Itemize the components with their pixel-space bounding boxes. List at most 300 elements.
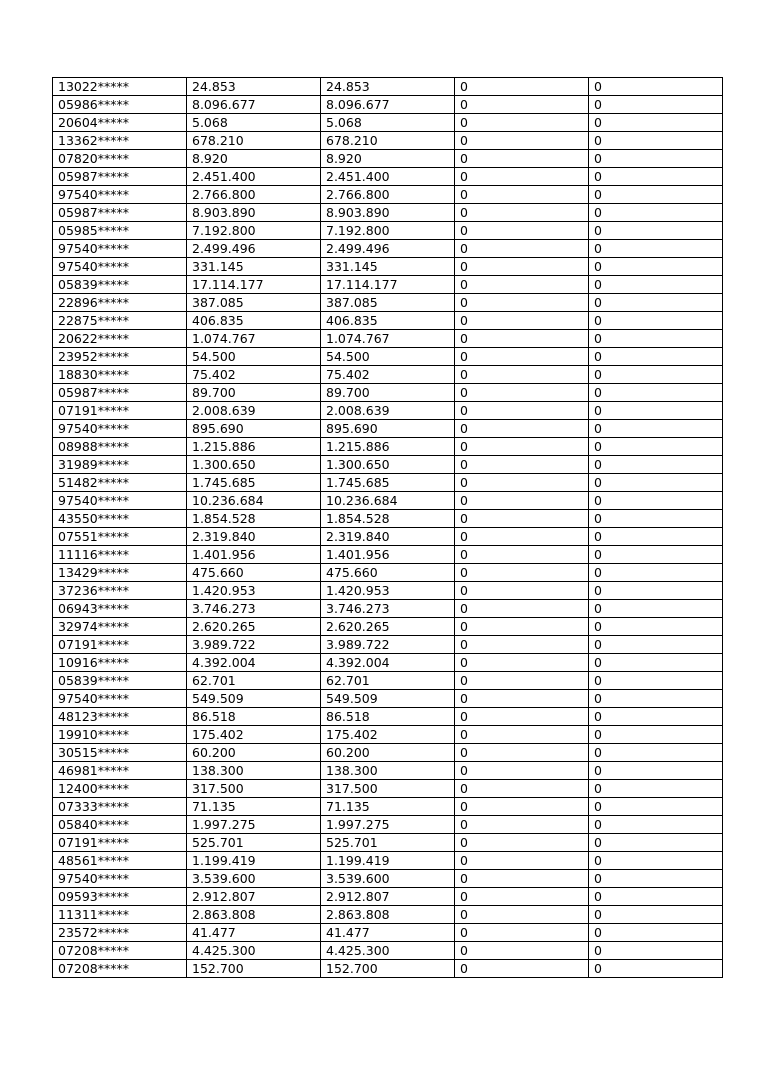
value-b-cell: 0 bbox=[589, 636, 723, 654]
table-row bbox=[53, 348, 723, 366]
table-row bbox=[53, 132, 723, 150]
id-cell: 05985***** bbox=[53, 222, 187, 240]
data-table bbox=[52, 77, 723, 978]
value-a-cell: 0 bbox=[455, 492, 589, 510]
amount-cell: 89.700 bbox=[187, 384, 321, 402]
value-a-cell: 0 bbox=[455, 78, 589, 96]
total-cell: 24.853 bbox=[321, 78, 455, 96]
id-cell: 11311***** bbox=[53, 906, 187, 924]
amount-cell: 3.746.273 bbox=[187, 600, 321, 618]
amount-cell: 4.425.300 bbox=[187, 942, 321, 960]
table-row bbox=[53, 384, 723, 402]
table-row bbox=[53, 420, 723, 438]
total-cell: 8.903.890 bbox=[321, 204, 455, 222]
table-row bbox=[53, 366, 723, 384]
value-b-cell: 0 bbox=[589, 330, 723, 348]
amount-cell: 86.518 bbox=[187, 708, 321, 726]
value-a-cell: 0 bbox=[455, 168, 589, 186]
table-row bbox=[53, 546, 723, 564]
total-cell: 549.509 bbox=[321, 690, 455, 708]
total-cell: 60.200 bbox=[321, 744, 455, 762]
value-b-cell: 0 bbox=[589, 546, 723, 564]
table-row bbox=[53, 672, 723, 690]
value-a-cell: 0 bbox=[455, 762, 589, 780]
table-row bbox=[53, 186, 723, 204]
value-a-cell: 0 bbox=[455, 924, 589, 942]
id-cell: 97540***** bbox=[53, 240, 187, 258]
table-row bbox=[53, 888, 723, 906]
value-b-cell: 0 bbox=[589, 186, 723, 204]
table-row bbox=[53, 330, 723, 348]
table-row bbox=[53, 762, 723, 780]
value-b-cell: 0 bbox=[589, 168, 723, 186]
total-cell: 331.145 bbox=[321, 258, 455, 276]
value-b-cell: 0 bbox=[589, 150, 723, 168]
id-cell: 12400***** bbox=[53, 780, 187, 798]
table-row bbox=[53, 906, 723, 924]
total-cell: 3.989.722 bbox=[321, 636, 455, 654]
id-cell: 97540***** bbox=[53, 420, 187, 438]
amount-cell: 2.620.265 bbox=[187, 618, 321, 636]
value-b-cell: 0 bbox=[589, 672, 723, 690]
id-cell: 97540***** bbox=[53, 492, 187, 510]
id-cell: 22875***** bbox=[53, 312, 187, 330]
table-row bbox=[53, 474, 723, 492]
value-a-cell: 0 bbox=[455, 114, 589, 132]
value-b-cell: 0 bbox=[589, 96, 723, 114]
amount-cell: 3.539.600 bbox=[187, 870, 321, 888]
table-row bbox=[53, 690, 723, 708]
value-b-cell: 0 bbox=[589, 582, 723, 600]
table-body bbox=[53, 78, 723, 978]
value-b-cell: 0 bbox=[589, 492, 723, 510]
table-row bbox=[53, 510, 723, 528]
table-row bbox=[53, 564, 723, 582]
table-row bbox=[53, 222, 723, 240]
value-b-cell: 0 bbox=[589, 510, 723, 528]
value-b-cell: 0 bbox=[589, 222, 723, 240]
value-a-cell: 0 bbox=[455, 150, 589, 168]
amount-cell: 2.451.400 bbox=[187, 168, 321, 186]
value-b-cell: 0 bbox=[589, 366, 723, 384]
value-b-cell: 0 bbox=[589, 654, 723, 672]
total-cell: 152.700 bbox=[321, 960, 455, 978]
total-cell: 17.114.177 bbox=[321, 276, 455, 294]
total-cell: 5.068 bbox=[321, 114, 455, 132]
id-cell: 05839***** bbox=[53, 672, 187, 690]
value-a-cell: 0 bbox=[455, 600, 589, 618]
id-cell: 05987***** bbox=[53, 384, 187, 402]
value-b-cell: 0 bbox=[589, 690, 723, 708]
amount-cell: 10.236.684 bbox=[187, 492, 321, 510]
amount-cell: 1.420.953 bbox=[187, 582, 321, 600]
value-a-cell: 0 bbox=[455, 636, 589, 654]
total-cell: 3.539.600 bbox=[321, 870, 455, 888]
total-cell: 89.700 bbox=[321, 384, 455, 402]
id-cell: 07191***** bbox=[53, 636, 187, 654]
value-b-cell: 0 bbox=[589, 870, 723, 888]
value-b-cell: 0 bbox=[589, 402, 723, 420]
amount-cell: 1.074.767 bbox=[187, 330, 321, 348]
amount-cell: 41.477 bbox=[187, 924, 321, 942]
value-a-cell: 0 bbox=[455, 654, 589, 672]
table-row bbox=[53, 816, 723, 834]
value-b-cell: 0 bbox=[589, 816, 723, 834]
amount-cell: 2.863.808 bbox=[187, 906, 321, 924]
id-cell: 08988***** bbox=[53, 438, 187, 456]
total-cell: 1.215.886 bbox=[321, 438, 455, 456]
total-cell: 1.997.275 bbox=[321, 816, 455, 834]
value-a-cell: 0 bbox=[455, 132, 589, 150]
id-cell: 07820***** bbox=[53, 150, 187, 168]
id-cell: 19910***** bbox=[53, 726, 187, 744]
total-cell: 175.402 bbox=[321, 726, 455, 744]
value-a-cell: 0 bbox=[455, 312, 589, 330]
value-a-cell: 0 bbox=[455, 618, 589, 636]
amount-cell: 7.192.800 bbox=[187, 222, 321, 240]
table-row bbox=[53, 744, 723, 762]
value-a-cell: 0 bbox=[455, 474, 589, 492]
id-cell: 48123***** bbox=[53, 708, 187, 726]
value-b-cell: 0 bbox=[589, 618, 723, 636]
value-a-cell: 0 bbox=[455, 402, 589, 420]
id-cell: 97540***** bbox=[53, 690, 187, 708]
value-a-cell: 0 bbox=[455, 816, 589, 834]
table-row bbox=[53, 492, 723, 510]
amount-cell: 8.903.890 bbox=[187, 204, 321, 222]
total-cell: 86.518 bbox=[321, 708, 455, 726]
value-a-cell: 0 bbox=[455, 258, 589, 276]
amount-cell: 317.500 bbox=[187, 780, 321, 798]
id-cell: 07333***** bbox=[53, 798, 187, 816]
total-cell: 2.912.807 bbox=[321, 888, 455, 906]
id-cell: 13362***** bbox=[53, 132, 187, 150]
total-cell: 2.451.400 bbox=[321, 168, 455, 186]
total-cell: 2.008.639 bbox=[321, 402, 455, 420]
table-row bbox=[53, 852, 723, 870]
table-row bbox=[53, 726, 723, 744]
id-cell: 23572***** bbox=[53, 924, 187, 942]
id-cell: 51482***** bbox=[53, 474, 187, 492]
value-b-cell: 0 bbox=[589, 942, 723, 960]
amount-cell: 678.210 bbox=[187, 132, 321, 150]
table-row bbox=[53, 780, 723, 798]
value-b-cell: 0 bbox=[589, 960, 723, 978]
table-row bbox=[53, 582, 723, 600]
value-a-cell: 0 bbox=[455, 510, 589, 528]
value-a-cell: 0 bbox=[455, 672, 589, 690]
amount-cell: 1.199.419 bbox=[187, 852, 321, 870]
total-cell: 1.074.767 bbox=[321, 330, 455, 348]
amount-cell: 2.008.639 bbox=[187, 402, 321, 420]
total-cell: 54.500 bbox=[321, 348, 455, 366]
value-b-cell: 0 bbox=[589, 708, 723, 726]
total-cell: 2.499.496 bbox=[321, 240, 455, 258]
amount-cell: 175.402 bbox=[187, 726, 321, 744]
value-b-cell: 0 bbox=[589, 240, 723, 258]
table-row bbox=[53, 204, 723, 222]
value-b-cell: 0 bbox=[589, 600, 723, 618]
value-b-cell: 0 bbox=[589, 420, 723, 438]
value-b-cell: 0 bbox=[589, 258, 723, 276]
id-cell: 09593***** bbox=[53, 888, 187, 906]
value-b-cell: 0 bbox=[589, 798, 723, 816]
amount-cell: 2.912.807 bbox=[187, 888, 321, 906]
value-a-cell: 0 bbox=[455, 240, 589, 258]
table-row bbox=[53, 870, 723, 888]
amount-cell: 8.096.677 bbox=[187, 96, 321, 114]
total-cell: 525.701 bbox=[321, 834, 455, 852]
value-a-cell: 0 bbox=[455, 96, 589, 114]
total-cell: 1.420.953 bbox=[321, 582, 455, 600]
value-b-cell: 0 bbox=[589, 456, 723, 474]
total-cell: 8.920 bbox=[321, 150, 455, 168]
total-cell: 317.500 bbox=[321, 780, 455, 798]
amount-cell: 24.853 bbox=[187, 78, 321, 96]
value-b-cell: 0 bbox=[589, 276, 723, 294]
value-b-cell: 0 bbox=[589, 852, 723, 870]
value-a-cell: 0 bbox=[455, 744, 589, 762]
total-cell: 1.401.956 bbox=[321, 546, 455, 564]
value-b-cell: 0 bbox=[589, 384, 723, 402]
amount-cell: 525.701 bbox=[187, 834, 321, 852]
value-b-cell: 0 bbox=[589, 438, 723, 456]
table-row bbox=[53, 78, 723, 96]
table-row bbox=[53, 438, 723, 456]
value-a-cell: 0 bbox=[455, 366, 589, 384]
table-row bbox=[53, 618, 723, 636]
table-row bbox=[53, 114, 723, 132]
amount-cell: 1.215.886 bbox=[187, 438, 321, 456]
value-a-cell: 0 bbox=[455, 582, 589, 600]
id-cell: 07208***** bbox=[53, 960, 187, 978]
amount-cell: 1.300.650 bbox=[187, 456, 321, 474]
amount-cell: 1.401.956 bbox=[187, 546, 321, 564]
total-cell: 10.236.684 bbox=[321, 492, 455, 510]
id-cell: 32974***** bbox=[53, 618, 187, 636]
id-cell: 13022***** bbox=[53, 78, 187, 96]
value-a-cell: 0 bbox=[455, 222, 589, 240]
value-b-cell: 0 bbox=[589, 888, 723, 906]
amount-cell: 3.989.722 bbox=[187, 636, 321, 654]
value-a-cell: 0 bbox=[455, 330, 589, 348]
total-cell: 475.660 bbox=[321, 564, 455, 582]
total-cell: 2.319.840 bbox=[321, 528, 455, 546]
id-cell: 06943***** bbox=[53, 600, 187, 618]
id-cell: 37236***** bbox=[53, 582, 187, 600]
value-a-cell: 0 bbox=[455, 564, 589, 582]
table-row bbox=[53, 240, 723, 258]
total-cell: 2.863.808 bbox=[321, 906, 455, 924]
total-cell: 1.300.650 bbox=[321, 456, 455, 474]
id-cell: 46981***** bbox=[53, 762, 187, 780]
table-row bbox=[53, 798, 723, 816]
id-cell: 05840***** bbox=[53, 816, 187, 834]
total-cell: 62.701 bbox=[321, 672, 455, 690]
value-b-cell: 0 bbox=[589, 528, 723, 546]
value-a-cell: 0 bbox=[455, 384, 589, 402]
amount-cell: 152.700 bbox=[187, 960, 321, 978]
value-b-cell: 0 bbox=[589, 474, 723, 492]
id-cell: 07208***** bbox=[53, 942, 187, 960]
total-cell: 71.135 bbox=[321, 798, 455, 816]
amount-cell: 1.997.275 bbox=[187, 816, 321, 834]
table-row bbox=[53, 654, 723, 672]
value-a-cell: 0 bbox=[455, 276, 589, 294]
amount-cell: 2.766.800 bbox=[187, 186, 321, 204]
amount-cell: 475.660 bbox=[187, 564, 321, 582]
value-a-cell: 0 bbox=[455, 348, 589, 366]
total-cell: 387.085 bbox=[321, 294, 455, 312]
amount-cell: 71.135 bbox=[187, 798, 321, 816]
table-row bbox=[53, 528, 723, 546]
amount-cell: 138.300 bbox=[187, 762, 321, 780]
id-cell: 13429***** bbox=[53, 564, 187, 582]
value-a-cell: 0 bbox=[455, 708, 589, 726]
value-a-cell: 0 bbox=[455, 690, 589, 708]
value-b-cell: 0 bbox=[589, 762, 723, 780]
total-cell: 138.300 bbox=[321, 762, 455, 780]
total-cell: 8.096.677 bbox=[321, 96, 455, 114]
value-a-cell: 0 bbox=[455, 798, 589, 816]
amount-cell: 1.745.685 bbox=[187, 474, 321, 492]
table-row bbox=[53, 150, 723, 168]
id-cell: 43550***** bbox=[53, 510, 187, 528]
value-b-cell: 0 bbox=[589, 114, 723, 132]
table-row bbox=[53, 276, 723, 294]
id-cell: 31989***** bbox=[53, 456, 187, 474]
value-a-cell: 0 bbox=[455, 852, 589, 870]
id-cell: 20622***** bbox=[53, 330, 187, 348]
amount-cell: 895.690 bbox=[187, 420, 321, 438]
table-row bbox=[53, 456, 723, 474]
table-row bbox=[53, 834, 723, 852]
table-row bbox=[53, 312, 723, 330]
amount-cell: 8.920 bbox=[187, 150, 321, 168]
total-cell: 41.477 bbox=[321, 924, 455, 942]
amount-cell: 387.085 bbox=[187, 294, 321, 312]
amount-cell: 2.499.496 bbox=[187, 240, 321, 258]
id-cell: 20604***** bbox=[53, 114, 187, 132]
table-row bbox=[53, 168, 723, 186]
id-cell: 07191***** bbox=[53, 402, 187, 420]
id-cell: 10916***** bbox=[53, 654, 187, 672]
id-cell: 48561***** bbox=[53, 852, 187, 870]
amount-cell: 54.500 bbox=[187, 348, 321, 366]
id-cell: 05986***** bbox=[53, 96, 187, 114]
id-cell: 18830***** bbox=[53, 366, 187, 384]
value-a-cell: 0 bbox=[455, 834, 589, 852]
value-a-cell: 0 bbox=[455, 456, 589, 474]
id-cell: 23952***** bbox=[53, 348, 187, 366]
table-row bbox=[53, 294, 723, 312]
value-b-cell: 0 bbox=[589, 564, 723, 582]
value-a-cell: 0 bbox=[455, 294, 589, 312]
value-b-cell: 0 bbox=[589, 78, 723, 96]
value-b-cell: 0 bbox=[589, 204, 723, 222]
value-b-cell: 0 bbox=[589, 744, 723, 762]
amount-cell: 331.145 bbox=[187, 258, 321, 276]
amount-cell: 1.854.528 bbox=[187, 510, 321, 528]
value-a-cell: 0 bbox=[455, 942, 589, 960]
total-cell: 4.392.004 bbox=[321, 654, 455, 672]
id-cell: 05987***** bbox=[53, 204, 187, 222]
table-row bbox=[53, 708, 723, 726]
value-b-cell: 0 bbox=[589, 348, 723, 366]
value-a-cell: 0 bbox=[455, 780, 589, 798]
total-cell: 2.766.800 bbox=[321, 186, 455, 204]
amount-cell: 549.509 bbox=[187, 690, 321, 708]
total-cell: 1.199.419 bbox=[321, 852, 455, 870]
amount-cell: 60.200 bbox=[187, 744, 321, 762]
total-cell: 406.835 bbox=[321, 312, 455, 330]
total-cell: 1.854.528 bbox=[321, 510, 455, 528]
value-a-cell: 0 bbox=[455, 960, 589, 978]
total-cell: 2.620.265 bbox=[321, 618, 455, 636]
table-row bbox=[53, 96, 723, 114]
value-b-cell: 0 bbox=[589, 924, 723, 942]
value-a-cell: 0 bbox=[455, 888, 589, 906]
id-cell: 30515***** bbox=[53, 744, 187, 762]
table-row bbox=[53, 924, 723, 942]
id-cell: 97540***** bbox=[53, 258, 187, 276]
table-row bbox=[53, 960, 723, 978]
id-cell: 05987***** bbox=[53, 168, 187, 186]
total-cell: 678.210 bbox=[321, 132, 455, 150]
table-row bbox=[53, 636, 723, 654]
total-cell: 4.425.300 bbox=[321, 942, 455, 960]
table-row bbox=[53, 942, 723, 960]
id-cell: 07551***** bbox=[53, 528, 187, 546]
table-row bbox=[53, 402, 723, 420]
id-cell: 11116***** bbox=[53, 546, 187, 564]
value-b-cell: 0 bbox=[589, 834, 723, 852]
value-b-cell: 0 bbox=[589, 294, 723, 312]
value-a-cell: 0 bbox=[455, 870, 589, 888]
amount-cell: 75.402 bbox=[187, 366, 321, 384]
total-cell: 7.192.800 bbox=[321, 222, 455, 240]
amount-cell: 406.835 bbox=[187, 312, 321, 330]
value-a-cell: 0 bbox=[455, 186, 589, 204]
total-cell: 75.402 bbox=[321, 366, 455, 384]
value-a-cell: 0 bbox=[455, 438, 589, 456]
value-a-cell: 0 bbox=[455, 726, 589, 744]
value-b-cell: 0 bbox=[589, 780, 723, 798]
value-b-cell: 0 bbox=[589, 132, 723, 150]
id-cell: 97540***** bbox=[53, 870, 187, 888]
amount-cell: 17.114.177 bbox=[187, 276, 321, 294]
total-cell: 895.690 bbox=[321, 420, 455, 438]
value-a-cell: 0 bbox=[455, 420, 589, 438]
amount-cell: 5.068 bbox=[187, 114, 321, 132]
value-a-cell: 0 bbox=[455, 204, 589, 222]
amount-cell: 2.319.840 bbox=[187, 528, 321, 546]
amount-cell: 62.701 bbox=[187, 672, 321, 690]
value-b-cell: 0 bbox=[589, 312, 723, 330]
total-cell: 1.745.685 bbox=[321, 474, 455, 492]
id-cell: 22896***** bbox=[53, 294, 187, 312]
value-a-cell: 0 bbox=[455, 528, 589, 546]
value-b-cell: 0 bbox=[589, 906, 723, 924]
id-cell: 07191***** bbox=[53, 834, 187, 852]
total-cell: 3.746.273 bbox=[321, 600, 455, 618]
table-row bbox=[53, 600, 723, 618]
value-b-cell: 0 bbox=[589, 726, 723, 744]
id-cell: 05839***** bbox=[53, 276, 187, 294]
id-cell: 97540***** bbox=[53, 186, 187, 204]
value-a-cell: 0 bbox=[455, 906, 589, 924]
value-a-cell: 0 bbox=[455, 546, 589, 564]
